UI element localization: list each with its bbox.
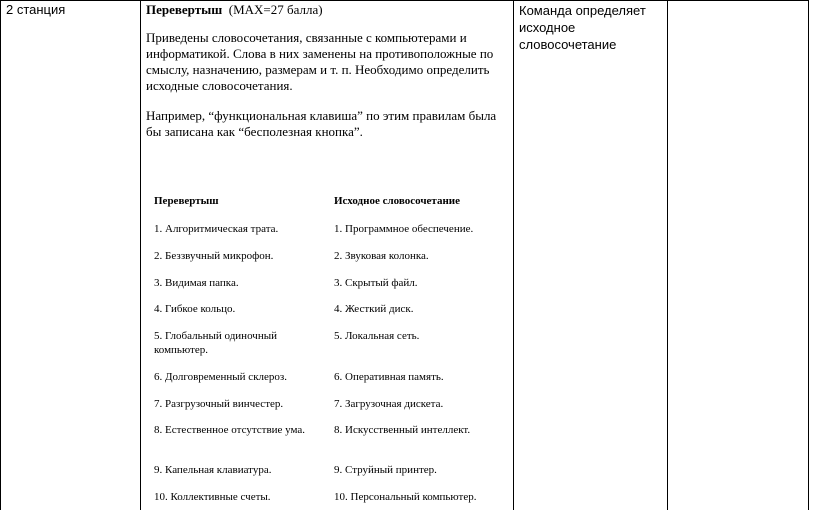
pair-right-10: 10. Персональный компьютер. [334, 491, 477, 503]
pair-left-5: 5. Глобальный одиночный компьютер. [154, 330, 277, 356]
pair-left-1: 1. Алгоритмическая трата. [154, 223, 279, 235]
table-border-right [808, 0, 809, 510]
pair-right-7: 7. Загрузочная дискета. [334, 398, 444, 410]
right-column-header: Исходное словосочетание [334, 195, 461, 207]
pair-left-7: 7. Разгрузочный винчестер. [154, 398, 284, 410]
pair-right-1: 1. Программное обеспечение. [334, 223, 474, 235]
stage-label: 2 станция [6, 2, 66, 17]
pair-right-6: 6. Оперативная память. [334, 371, 444, 383]
pair-right-4: 4. Жесткий диск. [334, 303, 414, 315]
pair-right-5: 5. Локальная сеть. [334, 330, 420, 342]
pair-left-4: 4. Гибкое кольцо. [154, 303, 236, 315]
table-top-border [0, 0, 809, 1]
table-border-2 [513, 0, 514, 510]
pair-right-2: 2. Звуковая колонка. [334, 250, 429, 262]
pair-right-9: 9. Струйный принтер. [334, 464, 437, 476]
task-cell [146, 2, 501, 140]
pair-right-8: 8. Искусственный интеллект. [334, 424, 471, 436]
task-title-points: (MAX=27 балла) [228, 2, 323, 17]
task-example: Например, “функциональная клавиша” по этим правилам была бы записана как “бесполезная кнопка”. [146, 108, 497, 139]
pair-right-3: 3. Скрытый файл. [334, 277, 418, 289]
pair-left-6: 6. Долговременный склероз. [154, 371, 287, 383]
table-border-3 [667, 0, 668, 510]
left-column-header: Перевертыш [154, 195, 219, 207]
pair-left-8: 8. Естественное отсутствие ума. [154, 424, 306, 436]
pair-left-9: 9. Капельная клавиатура. [154, 464, 272, 476]
task-description: Приведены словосочетания, связанные с компьютерами и информатикой. Слова в них заменены на противоположные по смыслу, назначению, размерам и т. п. Необходимо определить исходные словосочетания. [146, 30, 494, 93]
table-border-1 [140, 0, 141, 510]
pair-left-2: 2. Беззвучный микрофон. [154, 250, 274, 262]
table-border-left [0, 0, 1, 510]
pair-left-10: 10. Коллективные счеты. [154, 491, 271, 503]
result-text: Команда определяет исходное словосочетание [519, 3, 646, 52]
task-title [146, 2, 501, 18]
pair-left-3: 3. Видимая папка. [154, 277, 239, 289]
task-title-bold: Перевертыш [146, 2, 223, 17]
